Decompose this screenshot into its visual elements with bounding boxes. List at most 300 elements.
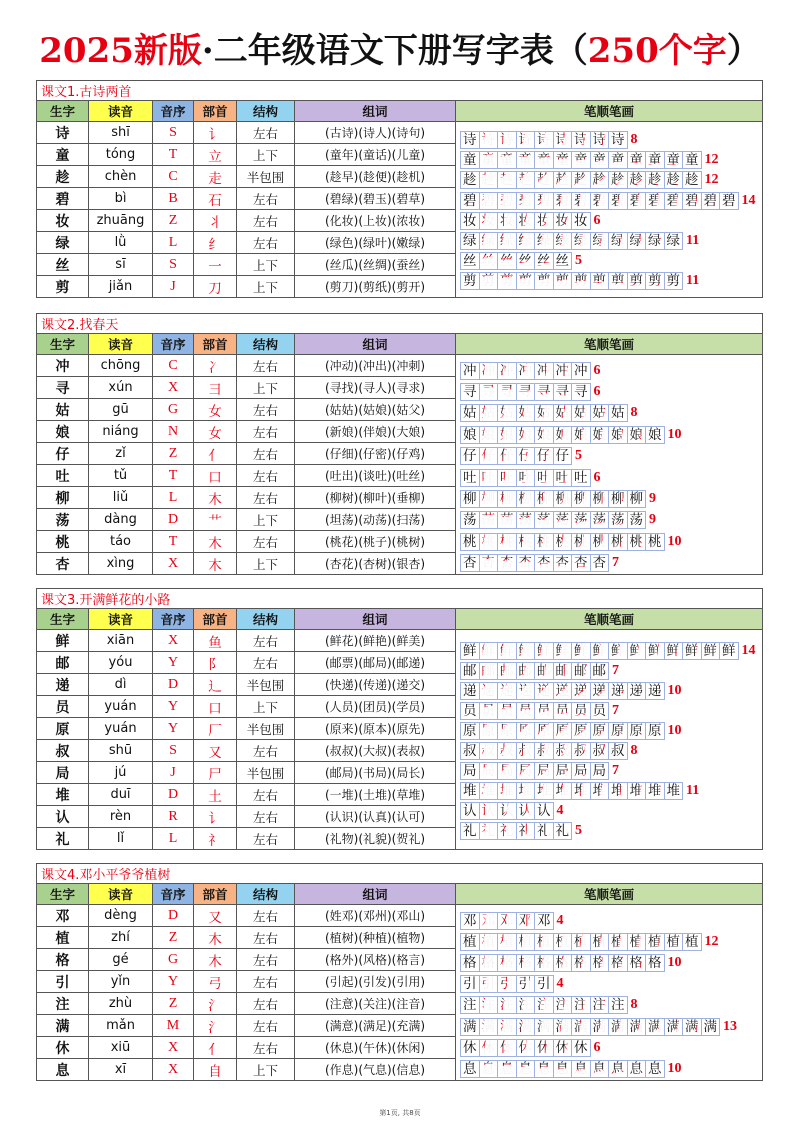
structure-cell: 左右 [237,652,295,674]
words-cell: (人员)(团员)(学员) [295,696,456,718]
stroke-order-line [460,251,762,271]
words-cell: (认识)(认真)(认可) [295,806,456,828]
stroke-step-box: 植 [571,933,591,951]
words-cell: (原来)(原本)(原先) [295,718,456,740]
stroke-step-box: 员 [553,702,573,720]
stroke-step-box: 冲 [516,362,536,380]
character-cell: 叔 [37,740,89,762]
stroke-step-box: 邓 [479,912,499,930]
stroke-step-box: 原 [571,722,591,740]
radical-cell: 氵 [194,993,237,1015]
stroke-step-box: 递 [571,682,591,700]
stroke-step-box: 息 [553,1060,573,1078]
stroke-step-box: 邮 [534,662,554,680]
stroke-step-box: 碧 [627,192,647,210]
stroke-step-box: 员 [571,702,591,720]
radical-cell: 土 [194,784,237,806]
stroke-step-box: 荡 [534,511,554,529]
character-cell: 格 [37,949,89,971]
stroke-step-box: 认 [534,802,554,820]
stroke-count: 10 [667,954,682,970]
title-main: ·二年级语文下册写字表 [201,31,554,71]
structure-cell: 上下 [237,144,295,166]
initial-cell: C [153,166,194,188]
stroke-step-box: 植 [608,933,628,951]
pinyin-cell: jú [89,762,153,784]
words-cell: (坦荡)(动荡)(扫荡) [295,509,456,531]
stroke-order-line [460,488,762,509]
table-row [37,122,763,144]
stroke-step-box: 息 [479,1060,499,1078]
header-row [37,609,763,630]
character-cell: 鲜 [37,630,89,652]
header-structure: 结构 [237,884,295,905]
stroke-step-box: 妆 [516,212,536,230]
stroke-step-box: 引 [516,975,536,993]
stroke-step-box: 叔 [553,742,573,760]
character-cell: 绿 [37,232,89,254]
radical-cell: 口 [194,696,237,718]
stroke-step-box: 童 [590,151,610,169]
stroke-step-box: 原 [590,722,610,740]
stroke-order-line [460,170,762,190]
stroke-step-box: 姑 [516,404,536,422]
initial-cell: Y [153,718,194,740]
words-cell: (桃花)(桃子)(桃树) [295,531,456,553]
stroke-step-box: 原 [645,722,665,740]
stroke-order-line [460,974,762,995]
stroke-step-box: 童 [571,151,591,169]
stroke-full-character: 递 [460,682,480,700]
stroke-step-box: 植 [664,933,684,951]
stroke-count: 11 [686,233,700,249]
stroke-step-box: 礼 [534,822,554,840]
radical-cell: 厂 [194,718,237,740]
stroke-count: 6 [593,212,601,228]
pinyin-cell: jiǎn [89,276,153,298]
stroke-step-box: 娘 [608,426,628,444]
header-words: 组词 [295,334,456,355]
stroke-step-box: 原 [553,722,573,740]
stroke-full-character: 鲜 [460,642,480,660]
stroke-step-box: 植 [534,933,554,951]
initial-cell: B [153,188,194,210]
stroke-step-box: 注 [590,996,610,1014]
stroke-step-box: 满 [627,1018,647,1036]
stroke-step-box: 柳 [608,490,628,508]
structure-cell: 左右 [237,232,295,254]
stroke-step-box: 息 [608,1060,628,1078]
stroke-full-character: 员 [460,702,480,720]
stroke-step-box: 鲜 [627,642,647,660]
stroke-order-line [460,681,762,701]
words-cell: (仔细)(仔密)(仔鸡) [295,443,456,465]
header-char: 生字 [37,101,89,122]
stroke-step-box: 童 [516,151,536,169]
stroke-step-box: 吐 [553,469,573,487]
pinyin-cell: tǔ [89,465,153,487]
character-cell: 杏 [37,553,89,575]
stroke-step-box: 碧 [645,192,665,210]
words-cell: (童年)(童话)(儿童) [295,144,456,166]
stroke-count: 7 [612,703,619,718]
stroke-count: 9 [649,512,656,528]
stroke-step-box: 注 [553,996,573,1014]
character-cell: 妆 [37,210,89,232]
structure-cell: 左右 [237,487,295,509]
structure-cell: 左右 [237,122,295,144]
stroke-step-box: 满 [516,1018,536,1036]
lesson-block-3 [36,588,762,850]
stroke-step-box: 妆 [571,212,591,230]
stroke-step-box: 格 [479,954,499,972]
stroke-step-box: 剪 [608,272,628,290]
stroke-step-box: 冲 [479,362,499,380]
lesson-title: 课文3.开满鲜花的小路 [37,589,763,609]
stroke-count: 12 [704,152,719,168]
pinyin-cell: tóng [89,144,153,166]
table-row [37,355,763,377]
pinyin-cell: yuán [89,718,153,740]
radical-cell: 走 [194,166,237,188]
stroke-step-box: 引 [534,975,554,993]
header-pinyin: 读音 [89,101,153,122]
radical-cell: 艹 [194,509,237,531]
lesson-block-4 [36,863,762,1081]
stroke-count: 6 [593,384,601,400]
stroke-step-box: 叔 [497,742,517,760]
stroke-count: 4 [556,912,564,928]
character-cell: 植 [37,927,89,949]
stroke-step-box: 碧 [664,192,684,210]
stroke-step-box: 叔 [516,742,536,760]
stroke-order-line [460,553,762,574]
stroke-step-box: 叔 [534,742,554,760]
stroke-order-line [460,211,762,231]
initial-cell: S [153,122,194,144]
structure-cell: 左右 [237,806,295,828]
stroke-step-box: 满 [534,1018,554,1036]
stroke-step-box: 趁 [682,171,702,189]
stroke-step-box: 堆 [590,782,610,800]
header-words: 组词 [295,884,456,905]
character-cell: 堆 [37,784,89,806]
stroke-step-box: 剪 [664,272,684,290]
header-structure: 结构 [237,334,295,355]
initial-cell: D [153,509,194,531]
stroke-step-box: 植 [479,933,499,951]
initial-cell: N [153,421,194,443]
stroke-order-cell [456,355,763,575]
stroke-step-box: 绿 [571,232,591,250]
character-cell: 引 [37,971,89,993]
character-cell: 姑 [37,399,89,421]
stroke-step-box: 仔 [497,447,517,465]
stroke-count: 10 [667,533,682,549]
radical-cell: 木 [194,927,237,949]
pinyin-cell: bì [89,188,153,210]
stroke-step-box: 满 [497,1018,517,1036]
stroke-step-box: 荡 [479,511,499,529]
header-row [37,884,763,905]
stroke-step-box: 原 [627,722,647,740]
initial-cell: X [153,377,194,399]
words-cell: (新娘)(伴娘)(大娘) [295,421,456,443]
stroke-full-character: 邮 [460,662,480,680]
pinyin-cell: dèng [89,905,153,927]
stroke-step-box: 堆 [571,782,591,800]
stroke-step-box: 诗 [553,131,573,149]
structure-cell: 左右 [237,1037,295,1059]
title-character-count: 250个字 [587,31,727,71]
stroke-step-box: 员 [479,702,499,720]
structure-cell: 左右 [237,188,295,210]
stroke-step-box: 绿 [553,232,573,250]
pinyin-cell: sī [89,254,153,276]
stroke-full-character: 息 [460,1060,480,1078]
stroke-order-line [460,403,762,424]
stroke-step-box: 原 [608,722,628,740]
stroke-step-box: 丝 [479,252,499,270]
stroke-step-box: 叔 [479,742,499,760]
stroke-order-line [460,931,762,952]
stroke-step-box: 堆 [534,782,554,800]
radical-cell: 口 [194,465,237,487]
stroke-full-character: 妆 [460,212,480,230]
lesson-title: 课文2.找春天 [37,314,763,334]
structure-cell: 左右 [237,421,295,443]
header-row [37,101,763,122]
character-cell: 邮 [37,652,89,674]
stroke-count: 8 [630,743,638,758]
pinyin-cell: dì [89,674,153,696]
pinyin-cell: xiū [89,1037,153,1059]
stroke-step-box: 满 [571,1018,591,1036]
stroke-order-list [456,630,762,841]
stroke-step-box: 荡 [516,511,536,529]
stroke-step-box: 绿 [645,232,665,250]
initial-cell: D [153,674,194,696]
stroke-count: 10 [667,683,682,698]
stroke-step-box: 杏 [516,554,536,572]
structure-cell: 左右 [237,905,295,927]
stroke-order-cell [456,905,763,1081]
radical-cell: 鱼 [194,630,237,652]
pinyin-cell: gū [89,399,153,421]
stroke-step-box: 趁 [571,171,591,189]
stroke-step-box: 童 [497,151,517,169]
pinyin-cell: yuán [89,696,153,718]
stroke-step-box: 诗 [590,131,610,149]
words-cell: (绿色)(绿叶)(嫩绿) [295,232,456,254]
stroke-step-box: 趁 [608,171,628,189]
character-cell: 息 [37,1059,89,1081]
radical-cell: 刀 [194,276,237,298]
radical-cell: 氵 [194,1015,237,1037]
stroke-order-line [460,701,762,721]
stroke-step-box: 满 [682,1018,702,1036]
stroke-order-line [460,191,762,211]
stroke-step-box: 植 [590,933,610,951]
stroke-step-box: 绿 [627,232,647,250]
words-cell: (丝瓜)(丝绸)(蚕丝) [295,254,456,276]
stroke-step-box: 柳 [571,490,591,508]
stroke-step-box: 趁 [553,171,573,189]
header-strokes: 笔顺笔画 [456,609,763,630]
structure-cell: 左右 [237,784,295,806]
structure-cell: 左右 [237,355,295,377]
header-initial: 音序 [153,101,194,122]
page-footer: 第1页, 共8页 [379,1109,421,1117]
stroke-step-box: 原 [516,722,536,740]
stroke-step-box: 寻 [534,383,554,401]
lesson-block-2 [36,313,762,575]
initial-cell: J [153,762,194,784]
header-char: 生字 [37,609,89,630]
words-cell: (柳树)(柳叶)(垂柳) [295,487,456,509]
stroke-order-line [460,741,762,761]
stroke-step-box: 丝 [516,252,536,270]
stroke-step-box: 柳 [590,490,610,508]
stroke-step-box: 吐 [479,469,499,487]
stroke-step-box: 堆 [645,782,665,800]
stroke-step-box: 格 [516,954,536,972]
stroke-step-box: 鲜 [719,642,739,660]
radical-cell: 木 [194,949,237,971]
stroke-step-box: 桃 [534,533,554,551]
stroke-step-box: 原 [534,722,554,740]
stroke-count: 7 [612,663,619,678]
stroke-step-box: 趁 [645,171,665,189]
stroke-step-box: 妆 [534,212,554,230]
stroke-step-box: 格 [608,954,628,972]
stroke-count: 8 [630,132,638,148]
stroke-count: 6 [593,362,601,378]
stroke-count: 10 [667,426,682,442]
radical-cell: 纟 [194,232,237,254]
stroke-step-box: 童 [682,151,702,169]
radical-cell: 讠 [194,806,237,828]
stroke-step-box: 仔 [516,447,536,465]
stroke-step-box: 递 [497,682,517,700]
radical-cell: 弓 [194,971,237,993]
stroke-full-character: 吐 [460,469,480,487]
stroke-order-line [460,424,762,445]
stroke-count: 12 [704,172,719,188]
radical-cell: 冫 [194,355,237,377]
stroke-step-box: 植 [516,933,536,951]
words-cell: (趁早)(趁便)(趁机) [295,166,456,188]
radical-cell: 立 [194,144,237,166]
stroke-step-box: 息 [571,1060,591,1078]
stroke-full-character: 娘 [460,426,480,444]
stroke-step-box: 冲 [571,362,591,380]
stroke-order-line [460,910,762,931]
initial-cell: D [153,784,194,806]
header-initial: 音序 [153,884,194,905]
lesson-title: 课文1.古诗两首 [37,81,763,101]
stroke-step-box: 员 [590,702,610,720]
stroke-step-box: 叔 [571,742,591,760]
stroke-step-box: 柳 [553,490,573,508]
initial-cell: Z [153,210,194,232]
radical-cell: 木 [194,531,237,553]
stroke-step-box: 碧 [516,192,536,210]
stroke-step-box: 绿 [664,232,684,250]
initial-cell: Z [153,443,194,465]
stroke-step-box: 诗 [534,131,554,149]
stroke-full-character: 叔 [460,742,480,760]
pinyin-cell: xìng [89,553,153,575]
stroke-count: 5 [575,253,582,269]
words-cell: (吐出)(谈吐)(吐丝) [295,465,456,487]
radical-cell: 木 [194,487,237,509]
stroke-step-box: 邮 [479,662,499,680]
stroke-order-line [460,130,762,150]
stroke-step-box: 堆 [497,782,517,800]
radical-cell: 彐 [194,377,237,399]
character-cell: 桃 [37,531,89,553]
stroke-count: 10 [667,1060,682,1076]
stroke-step-box: 娘 [516,426,536,444]
stroke-count: 14 [741,192,756,208]
stroke-step-box: 趁 [497,171,517,189]
stroke-step-box: 剪 [516,272,536,290]
stroke-full-character: 满 [460,1018,480,1036]
initial-cell: G [153,949,194,971]
stroke-step-box: 休 [479,1039,499,1057]
stroke-step-box: 鲜 [701,642,721,660]
character-cell: 寻 [37,377,89,399]
stroke-step-box: 格 [627,954,647,972]
header-strokes: 笔顺笔画 [456,101,763,122]
stroke-step-box: 妆 [553,212,573,230]
character-cell: 碧 [37,188,89,210]
stroke-step-box: 鲜 [682,642,702,660]
radical-cell: 石 [194,188,237,210]
stroke-step-box: 童 [534,151,554,169]
header-strokes: 笔顺笔画 [456,334,763,355]
lesson-title-row [37,81,763,101]
stroke-count: 14 [741,643,756,658]
stroke-step-box: 鲜 [590,642,610,660]
stroke-full-character: 剪 [460,272,480,290]
header-radical: 部首 [194,101,237,122]
structure-cell: 左右 [237,399,295,421]
stroke-step-box: 绿 [590,232,610,250]
stroke-step-box: 鲜 [645,642,665,660]
stroke-step-box: 姑 [553,404,573,422]
pinyin-cell: zǐ [89,443,153,465]
stroke-step-box: 满 [645,1018,665,1036]
stroke-step-box: 趁 [479,171,499,189]
stroke-step-box: 休 [516,1039,536,1057]
radical-cell: 阝 [194,652,237,674]
stroke-full-character: 局 [460,762,480,780]
stroke-order-line [460,531,762,552]
radical-cell: 亻 [194,1037,237,1059]
initial-cell: X [153,1037,194,1059]
pinyin-cell: shū [89,740,153,762]
stroke-order-line [460,1037,762,1058]
words-cell: (邮票)(邮局)(邮递) [295,652,456,674]
stroke-step-box: 格 [590,954,610,972]
initial-cell: T [153,144,194,166]
stroke-step-box: 丝 [497,252,517,270]
stroke-full-character: 休 [460,1039,480,1057]
stroke-step-box: 植 [627,933,647,951]
stroke-step-box: 邮 [516,662,536,680]
